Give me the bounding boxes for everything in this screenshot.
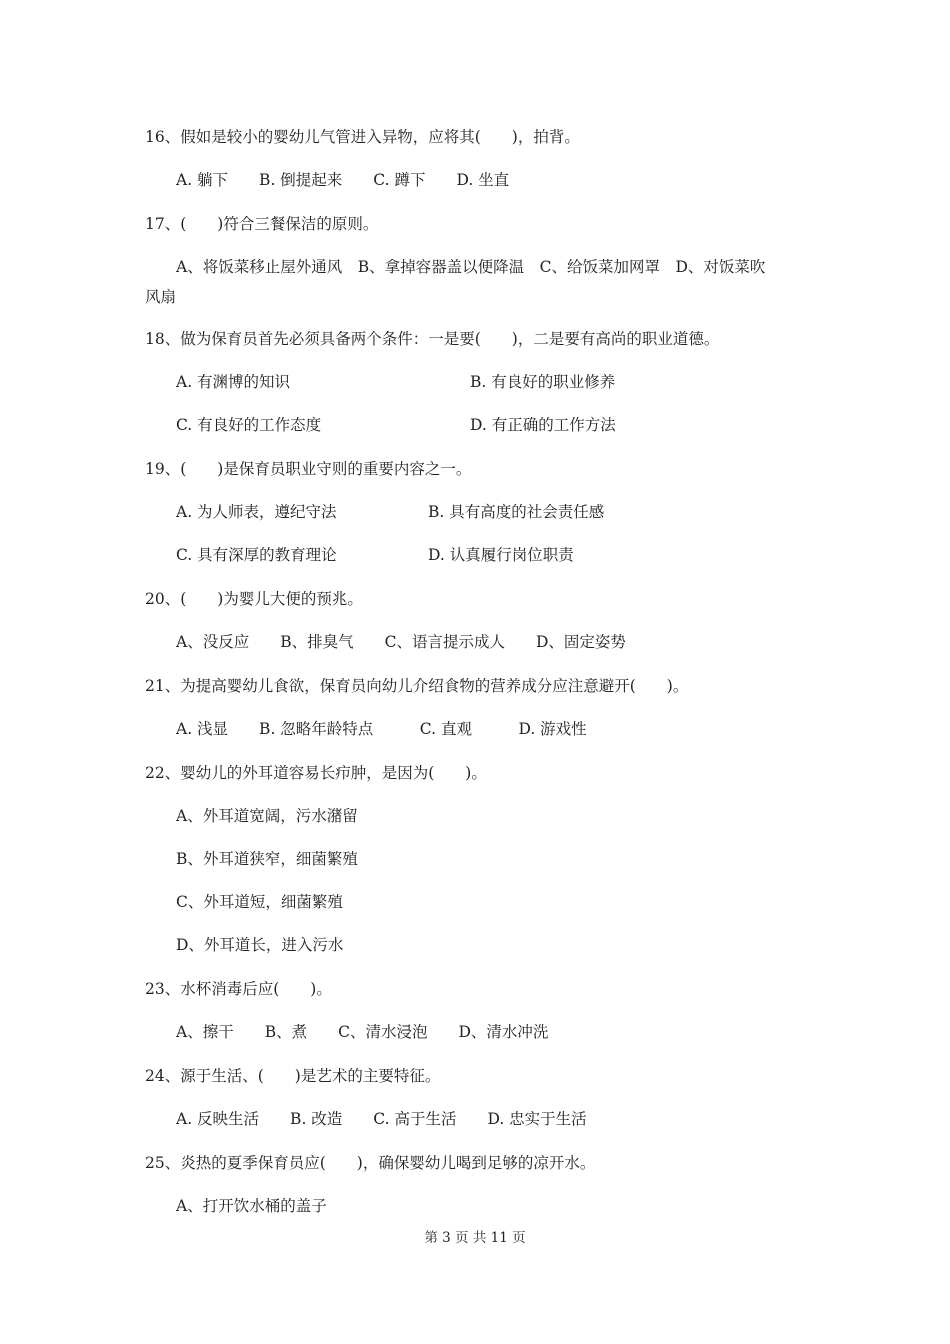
question-18-option-c: C. 有良好的工作态度 bbox=[176, 416, 322, 434]
question-18-stem: 18、做为保育员首先必须具备两个条件：一是要( )，二是要有高尚的职业道德。 bbox=[145, 330, 720, 348]
question-18-option-b: B. 有良好的职业修养 bbox=[470, 373, 616, 391]
question-17-options-continued: 风扇 bbox=[145, 288, 177, 306]
question-24-stem: 24、源于生活、( )是艺术的主要特征。 bbox=[145, 1067, 441, 1085]
question-23-options: A、擦干 B、煮 C、清水浸泡 D、清水冲洗 bbox=[176, 1023, 549, 1041]
question-25-option-a: A、打开饮水桶的盖子 bbox=[176, 1197, 327, 1215]
question-17-stem: 17、( )符合三餐保洁的原则。 bbox=[145, 215, 379, 233]
question-20-stem: 20、( )为婴儿大便的预兆。 bbox=[145, 590, 363, 608]
question-25-stem: 25、炎热的夏季保育员应( )，确保婴幼儿喝到足够的凉开水。 bbox=[145, 1154, 596, 1172]
question-16-options: A. 躺下 B. 倒提起来 C. 蹲下 D. 坐直 bbox=[176, 171, 510, 189]
question-22-option-a: A、外耳道宽阔，污水潴留 bbox=[176, 807, 358, 825]
question-22-stem: 22、婴幼儿的外耳道容易长疖肿，是因为( )。 bbox=[145, 764, 487, 782]
question-16-stem: 16、假如是较小的婴幼儿气管进入异物，应将其( )，拍背。 bbox=[145, 128, 580, 146]
question-21-options: A. 浅显 B. 忽略年龄特点 C. 直观 D. 游戏性 bbox=[176, 720, 587, 738]
question-22-option-b: B、外耳道狭窄，细菌繁殖 bbox=[176, 850, 358, 868]
question-22-option-c: C、外耳道短，细菌繁殖 bbox=[176, 893, 343, 911]
question-24-options: A. 反映生活 B. 改造 C. 高于生活 D. 忠实于生活 bbox=[176, 1110, 587, 1128]
question-19-option-d: D. 认真履行岗位职责 bbox=[428, 546, 574, 564]
question-18-option-d: D. 有正确的工作方法 bbox=[470, 416, 616, 434]
question-21-stem: 21、为提高婴幼儿食欲，保育员向幼儿介绍食物的营养成分应注意避开( )。 bbox=[145, 677, 689, 695]
question-23-stem: 23、水杯消毒后应( )。 bbox=[145, 980, 332, 998]
question-19-option-a: A. 为人师表，遵纪守法 bbox=[176, 503, 337, 521]
question-20-options: A、没反应 B、排臭气 C、语言提示成人 D、固定姿势 bbox=[176, 633, 626, 651]
question-18-option-a: A. 有渊博的知识 bbox=[176, 373, 291, 391]
question-19-option-c: C. 具有深厚的教育理论 bbox=[176, 546, 337, 564]
page-footer: 第 3 页 共 11 页 bbox=[424, 1230, 526, 1246]
question-19-stem: 19、( )是保育员职业守则的重要内容之一。 bbox=[145, 460, 472, 478]
question-17-options: A、将饭菜移止屋外通风 B、拿掉容器盖以便降温 C、给饭菜加网罩 D、对饭菜吹 bbox=[176, 258, 766, 276]
question-22-option-d: D、外耳道长，进入污水 bbox=[176, 936, 344, 954]
question-19-option-b: B. 具有高度的社会责任感 bbox=[428, 503, 605, 521]
